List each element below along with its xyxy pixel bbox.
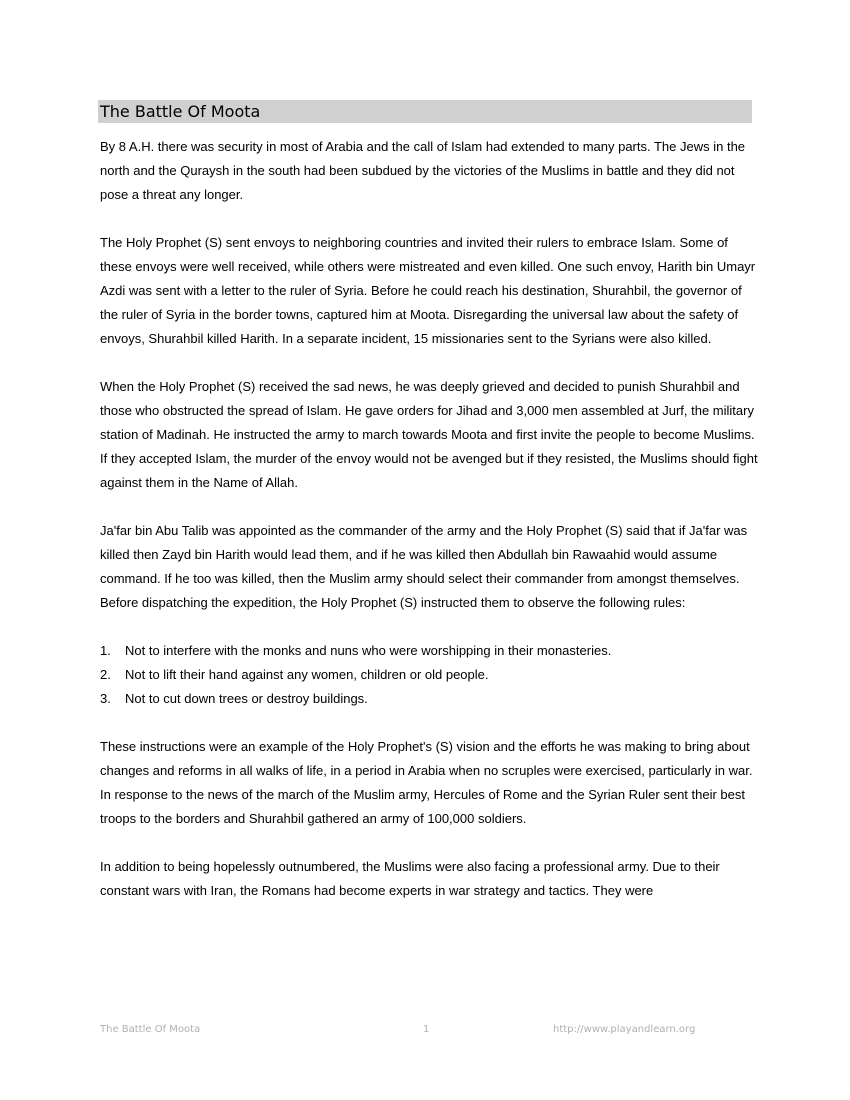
paragraph: By 8 A.H. there was security in most of Arabia and the call of Islam had extended to many parts. The Jews in the north and the Quraysh in the south had been subdued by the victories of the Muslims in battle and they did not pose a threat any longer. bbox=[100, 139, 746, 202]
list-item bbox=[100, 687, 760, 711]
paragraph: The Holy Prophet (S) sent envoys to neighboring countries and invited their rulers to embrace Islam. Some of these envoys were well received, while others were mistreated and even killed. One such envoy, Harith bin Umayr Azdi was sent with a letter to the ruler of Syria. Before he could reach his destination, Shurahbil, the governor of the ruler of Syria in the border towns, captured him at Moota. Disregarding the universal law about the safety of envoys, Shurahbil killed Harith. In a separate incident, 15 missionaries sent to the Syrians were also killed. bbox=[100, 235, 756, 346]
paragraph: In addition to being hopelessly outnumbered, the Muslims were also facing a professional army. Due to their constant wars with Iran, the Romans had become experts in war strategy and tactics. They were bbox=[100, 859, 720, 898]
list-item bbox=[100, 639, 760, 663]
title-bar bbox=[98, 100, 752, 123]
list-item-text: Not to cut down trees or destroy buildings. bbox=[125, 691, 368, 706]
paragraph: When the Holy Prophet (S) received the sad news, he was deeply grieved and decided to punish Shurahbil and those who obstructed the spread of Islam. He gave orders for Jihad and 3,000 men assembled at Jurf, the military station of Madinah. He instructed the army to march towards Moota and first invite the people to become Muslims. If they accepted Islam, the murder of the envoy would not be avenged but if they resisted, the Muslims should fight against them in the Name of Allah. bbox=[100, 379, 758, 490]
rules-list bbox=[100, 639, 760, 711]
paragraph: These instructions were an example of the Holy Prophet's (S) vision and the efforts he was making to bring about changes and reforms in all walks of life, in a period in Arabia when no scruples were exercised, particularly in war. In response to the news of the march of the Muslim army, Hercules of Rome and the Syrian Ruler sent their best troops to the borders and Shurahbil gathered an army of 100,000 soldiers. bbox=[100, 739, 753, 826]
list-item-text: Not to interfere with the monks and nuns who were worshipping in their monasteries. bbox=[125, 643, 612, 658]
footer-url: http://www.playandlearn.org bbox=[553, 1024, 696, 1035]
footer-page-number: 1 bbox=[423, 1024, 430, 1035]
paragraph: Ja'far bin Abu Talib was appointed as the commander of the army and the Holy Prophet (S) said that if Ja'far was killed then Zayd bin Harith would lead them, and if he was killed then Abdullah bin Rawaahid would assume command. If he too was killed, then the Muslim army should select their commander from amongst themselves. Before dispatching the expedition, the Holy Prophet (S) instructed them to observe the following rules: bbox=[100, 523, 748, 610]
list-item-number: 2. bbox=[100, 667, 111, 682]
footer-title: The Battle Of Moota bbox=[100, 1024, 201, 1035]
list-item-number: 3. bbox=[100, 691, 111, 706]
document-body bbox=[100, 135, 760, 903]
list-item-number: 1. bbox=[100, 643, 111, 658]
page-footer bbox=[100, 1024, 752, 1042]
page-title: The Battle Of Moota bbox=[100, 102, 261, 121]
list-item bbox=[100, 663, 760, 687]
list-item-text: Not to lift their hand against any women, children or old people. bbox=[125, 667, 489, 682]
